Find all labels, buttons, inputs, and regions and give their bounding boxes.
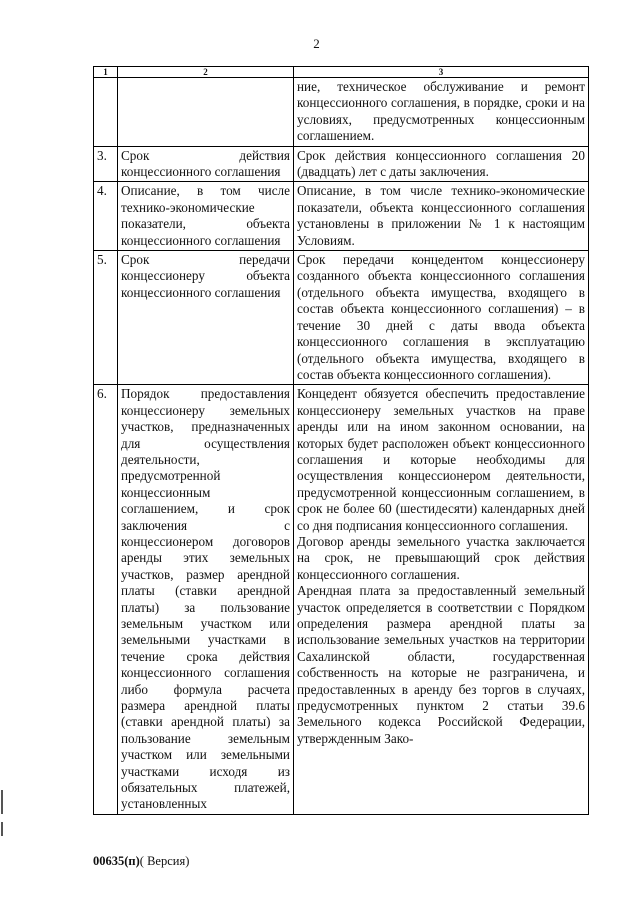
page-number: 2: [313, 36, 320, 51]
table-row: [94, 385, 589, 815]
row-value: [294, 182, 589, 251]
row-name: Срок передачи концессионеру объекта концессионного соглашения: [118, 251, 294, 385]
row-name: [118, 78, 294, 147]
header-cell-1: 1: [94, 67, 118, 78]
value-paragraph: Арендная плата за предоставленный земельный участок определяется в соответствии с Порядком определения размера арендной платы за использование земельных участков на территории Сахалинской области, государственная собственность на которые не разграничена, и предоставленных в аренду без торгов в случаях, предусмотренных пунктом 2 статьи 39.6 Земельного кодекса Российской Федерации, утвержденным Зако-: [297, 583, 585, 746]
header-cell-2: 2: [118, 67, 294, 78]
conditions-table: [93, 66, 589, 815]
row-value: [294, 251, 589, 385]
row-value: ние, техническое обслуживание и ремонт концессионного соглашения, в порядке, сроки и на условиях, предусмотренных концессионным соглашением.: [294, 78, 589, 147]
value-paragraph: Срок передачи концедентом концессионеру созданного объекта концессионного соглашения (отдельного объекта имущества, входящего в состав объекта концессионного соглашения) – в течение 30 дней с даты ввода объекта концессионного соглашения в эксплуатацию (отдельного объекта имущества, входящего в состав объекта концессионного соглашения).: [297, 252, 585, 382]
value-paragraph: Концедент обязуется обеспечить предоставление концессионеру земельных участков на праве аренды или на ином законном основании, на которых будет расположен объект концессионного соглашения и которые необходимы для осуществления концессионером деятельности, предусмотренной концессионным соглашением, в срок не более 60 (шестидесяти) календарных дней со дня подписания концессионного соглашения.: [297, 386, 585, 533]
version-label: ( Версия): [139, 854, 190, 868]
document-code: 00635(п): [93, 854, 140, 868]
row-number: 4.: [94, 182, 118, 251]
header-cell-3: 3: [294, 67, 589, 78]
value-paragraph: Описание, в том числе технико-экономические показатели, объекта концессионного соглашения установлены в приложении № 1 к настоящим Условиям.: [297, 183, 585, 248]
scan-margin-mark: [1, 822, 3, 836]
row-number: 5.: [94, 251, 118, 385]
table-row: [94, 251, 589, 385]
row-name: Срок действия концессионного соглашения: [118, 146, 294, 182]
value-paragraph: Срок действия концессионного соглашения 20 (двадцать) лет с даты заключения.: [297, 147, 585, 180]
row-number: [94, 78, 118, 147]
row-number: 6.: [94, 385, 118, 815]
row-value: [294, 385, 589, 815]
table-header-row: [94, 67, 589, 78]
row-name: Описание, в том числе технико-экономические показатели, объекта концессионного соглашения: [118, 182, 294, 251]
row-value: [294, 146, 589, 182]
table-row: [94, 146, 589, 182]
scan-margin-mark: [1, 790, 3, 814]
row-number: 3.: [94, 146, 118, 182]
row-name: Порядок предоставления концессионеру земельных участков, предназначенных для осуществления деятельности, предусмотренной концессионным соглашением, и срок заключения с концессионером договоров аренды этих земельных участков, размер арендной платы (ставки арендной платы) за пользование земельным участком или земельными участками в течение срока действия концессионного соглашения либо формула расчета размера арендной платы (ставки арендной платы) за пользование земельным участком или земельными участками исходя из обязательных платежей, установленных: [118, 385, 294, 815]
table-row: [94, 182, 589, 251]
value-paragraph: Договор аренды земельного участка заключается на срок, не превышающий срок действия концессионного соглашения.: [297, 533, 585, 582]
table-row-continuation: [94, 78, 589, 147]
document-version-footer: [93, 854, 189, 869]
